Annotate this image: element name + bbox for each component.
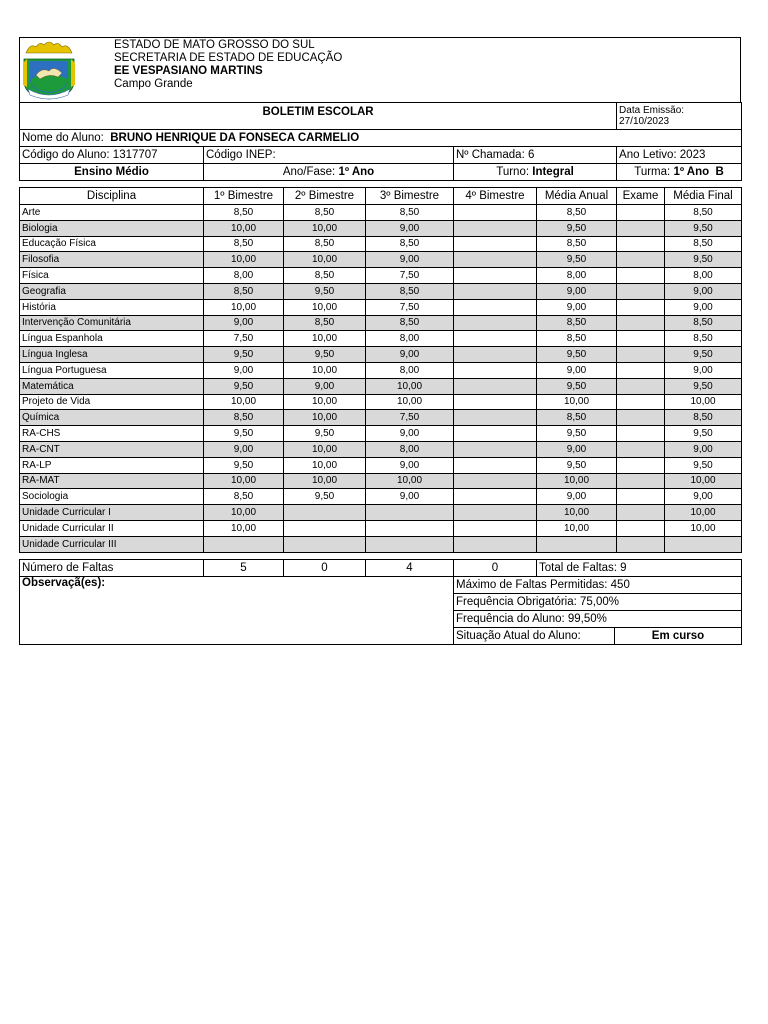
grade-cell: 8,50 bbox=[537, 315, 617, 331]
grade-row bbox=[20, 489, 742, 505]
grade-cell: 8,50 bbox=[665, 236, 742, 252]
grade-cell: 8,50 bbox=[366, 205, 454, 221]
subject-name: Unidade Curricular II bbox=[20, 520, 204, 536]
grade-cell: 9,00 bbox=[537, 362, 617, 378]
city-name: Campo Grande bbox=[114, 78, 193, 90]
grade-cell: 8,50 bbox=[665, 331, 742, 347]
grade-cell bbox=[454, 315, 537, 331]
grade-cell bbox=[454, 299, 537, 315]
grade-cell bbox=[617, 410, 665, 426]
grade-cell: 9,50 bbox=[537, 378, 617, 394]
grade-cell: 10,00 bbox=[284, 394, 366, 410]
absences-b3: 4 bbox=[366, 559, 454, 576]
grade-cell: 10,00 bbox=[665, 394, 742, 410]
secretariat-name: SECRETARIA DE ESTADO DE EDUCAÇÃO bbox=[114, 52, 343, 64]
class-group-value: 1º Ano B bbox=[673, 166, 724, 178]
state-coat-of-arms-icon bbox=[22, 39, 76, 101]
grade-cell bbox=[617, 536, 665, 552]
column-header: 1º Bimestre bbox=[204, 188, 284, 205]
grade-cell bbox=[366, 536, 454, 552]
grade-cell: 9,50 bbox=[537, 426, 617, 442]
grade-cell: 9,50 bbox=[537, 347, 617, 363]
grade-cell: 10,00 bbox=[284, 441, 366, 457]
grade-cell bbox=[454, 410, 537, 426]
grade-cell: 8,00 bbox=[366, 331, 454, 347]
grade-cell bbox=[617, 268, 665, 284]
grade-cell bbox=[617, 505, 665, 521]
grade-cell: 8,50 bbox=[537, 205, 617, 221]
grade-cell: 8,50 bbox=[204, 489, 284, 505]
grade-cell: 8,50 bbox=[665, 410, 742, 426]
report-title: BOLETIM ESCOLAR bbox=[20, 103, 617, 130]
grade-cell bbox=[617, 283, 665, 299]
grade-cell bbox=[617, 426, 665, 442]
emission-value: 27/10/2023 bbox=[619, 116, 670, 127]
grade-cell: 9,00 bbox=[204, 362, 284, 378]
grade-cell: 10,00 bbox=[204, 394, 284, 410]
grade-cell: 8,50 bbox=[537, 236, 617, 252]
grade-cell bbox=[366, 505, 454, 521]
grade-cell: 9,50 bbox=[204, 457, 284, 473]
shift-value: Integral bbox=[532, 166, 574, 178]
grade-cell: 9,50 bbox=[665, 378, 742, 394]
grade-row bbox=[20, 299, 742, 315]
column-header: 3º Bimestre bbox=[366, 188, 454, 205]
grade-row bbox=[20, 520, 742, 536]
grade-cell: 10,00 bbox=[284, 252, 366, 268]
info-table bbox=[19, 102, 742, 181]
grade-cell: 9,00 bbox=[665, 489, 742, 505]
emission-label: Data Emissão: bbox=[619, 105, 685, 116]
grade-cell: 10,00 bbox=[284, 410, 366, 426]
grade-cell bbox=[617, 378, 665, 394]
grade-cell: 9,50 bbox=[665, 457, 742, 473]
grade-row bbox=[20, 505, 742, 521]
subject-name: Intervenção Comunitária bbox=[20, 315, 204, 331]
grade-cell: 10,00 bbox=[284, 220, 366, 236]
absences-total: Total de Faltas: 9 bbox=[537, 559, 742, 576]
grade-cell bbox=[617, 394, 665, 410]
grade-cell bbox=[284, 520, 366, 536]
required-attendance: Frequência Obrigatória: 75,00% bbox=[454, 593, 742, 610]
grade-cell: 9,00 bbox=[537, 299, 617, 315]
student-name-label: Nome do Aluno: bbox=[22, 132, 104, 144]
grade-cell: 8,00 bbox=[366, 362, 454, 378]
grade-cell: 9,00 bbox=[366, 252, 454, 268]
grade-cell: 10,00 bbox=[204, 299, 284, 315]
subject-name: Unidade Curricular III bbox=[20, 536, 204, 552]
grade-cell: 9,50 bbox=[665, 347, 742, 363]
grade-cell: 9,00 bbox=[366, 489, 454, 505]
grade-cell: 9,00 bbox=[665, 299, 742, 315]
school-name: EE VESPASIANO MARTINS bbox=[114, 65, 263, 77]
subject-name: Física bbox=[20, 268, 204, 284]
grade-cell: 8,50 bbox=[537, 331, 617, 347]
grade-cell bbox=[617, 220, 665, 236]
grade-cell: 10,00 bbox=[284, 299, 366, 315]
grade-cell: 10,00 bbox=[204, 473, 284, 489]
absences-b1: 5 bbox=[204, 559, 284, 576]
grade-row bbox=[20, 331, 742, 347]
grade-cell bbox=[366, 520, 454, 536]
grade-cell bbox=[454, 505, 537, 521]
subject-name: Filosofia bbox=[20, 252, 204, 268]
grade-cell bbox=[454, 283, 537, 299]
grade-row bbox=[20, 378, 742, 394]
grade-cell: 8,50 bbox=[284, 268, 366, 284]
grade-cell: 9,00 bbox=[537, 441, 617, 457]
grade-cell bbox=[454, 220, 537, 236]
grade-cell: 10,00 bbox=[537, 520, 617, 536]
grade-cell: 9,00 bbox=[284, 378, 366, 394]
subject-name: Biologia bbox=[20, 220, 204, 236]
subject-name: Unidade Curricular I bbox=[20, 505, 204, 521]
grade-phase bbox=[204, 164, 454, 181]
grade-cell: 8,50 bbox=[204, 283, 284, 299]
summary-table bbox=[19, 559, 742, 645]
grade-cell bbox=[284, 505, 366, 521]
grade-cell: 10,00 bbox=[366, 378, 454, 394]
grade-row bbox=[20, 457, 742, 473]
grade-cell: 10,00 bbox=[204, 252, 284, 268]
state-name: ESTADO DE MATO GROSSO DO SUL bbox=[114, 39, 315, 51]
grade-cell bbox=[284, 536, 366, 552]
grade-cell: 9,00 bbox=[537, 489, 617, 505]
subject-name: RA-CNT bbox=[20, 441, 204, 457]
grade-phase-label: Ano/Fase: bbox=[282, 166, 336, 178]
absences-b4: 0 bbox=[454, 559, 537, 576]
student-name: BRUNO HENRIQUE DA FONSECA CARMELIO bbox=[110, 132, 360, 144]
grade-cell bbox=[617, 473, 665, 489]
grade-cell: 10,00 bbox=[366, 394, 454, 410]
subject-name: História bbox=[20, 299, 204, 315]
header bbox=[19, 37, 741, 102]
report-card bbox=[19, 37, 741, 645]
grade-cell bbox=[454, 441, 537, 457]
grade-cell: 9,00 bbox=[665, 283, 742, 299]
grade-cell: 8,50 bbox=[204, 236, 284, 252]
grade-cell bbox=[617, 441, 665, 457]
subject-name: Língua Espanhola bbox=[20, 331, 204, 347]
grade-cell: 9,00 bbox=[537, 283, 617, 299]
grade-phase-value: 1º Ano bbox=[338, 166, 375, 178]
grade-cell bbox=[617, 299, 665, 315]
grade-row bbox=[20, 205, 742, 221]
column-header: 2º Bimestre bbox=[284, 188, 366, 205]
grade-cell: 10,00 bbox=[284, 362, 366, 378]
grade-cell: 9,00 bbox=[366, 426, 454, 442]
grade-cell bbox=[617, 252, 665, 268]
grade-row bbox=[20, 315, 742, 331]
grade-cell: 8,00 bbox=[665, 268, 742, 284]
grade-cell: 8,00 bbox=[366, 441, 454, 457]
grade-cell: 9,50 bbox=[665, 220, 742, 236]
grade-cell: 8,50 bbox=[284, 236, 366, 252]
max-absences: Máximo de Faltas Permitidas: 450 bbox=[454, 576, 742, 593]
grade-row bbox=[20, 473, 742, 489]
grade-cell: 9,50 bbox=[204, 378, 284, 394]
grade-cell: 9,50 bbox=[204, 347, 284, 363]
emission-date bbox=[617, 103, 742, 130]
grade-cell bbox=[617, 347, 665, 363]
grade-cell: 10,00 bbox=[204, 220, 284, 236]
grade-cell: 8,50 bbox=[284, 315, 366, 331]
grade-row bbox=[20, 268, 742, 284]
grade-cell: 9,00 bbox=[204, 315, 284, 331]
grade-cell: 9,50 bbox=[537, 220, 617, 236]
subject-name: Matemática bbox=[20, 378, 204, 394]
grade-cell: 8,00 bbox=[204, 268, 284, 284]
grade-cell: 10,00 bbox=[665, 505, 742, 521]
grade-cell bbox=[454, 536, 537, 552]
grade-cell: 8,50 bbox=[665, 205, 742, 221]
subject-name: Língua Portuguesa bbox=[20, 362, 204, 378]
grade-cell: 8,50 bbox=[537, 410, 617, 426]
grade-cell: 9,50 bbox=[284, 489, 366, 505]
grade-cell bbox=[454, 205, 537, 221]
grade-cell bbox=[454, 520, 537, 536]
grade-cell: 9,00 bbox=[366, 347, 454, 363]
grade-cell bbox=[617, 457, 665, 473]
grade-cell: 7,50 bbox=[366, 268, 454, 284]
chamada-number: Nº Chamada: 6 bbox=[454, 147, 617, 164]
grade-cell: 10,00 bbox=[537, 394, 617, 410]
grade-cell bbox=[454, 378, 537, 394]
inep-code: Código INEP: bbox=[204, 147, 454, 164]
grade-cell: 7,50 bbox=[204, 331, 284, 347]
column-header: Média Final bbox=[665, 188, 742, 205]
grade-cell: 9,00 bbox=[366, 220, 454, 236]
grade-cell: 10,00 bbox=[665, 473, 742, 489]
grade-cell bbox=[454, 457, 537, 473]
grades-body bbox=[20, 205, 742, 553]
grade-cell bbox=[617, 520, 665, 536]
grade-cell bbox=[454, 362, 537, 378]
grade-cell bbox=[204, 536, 284, 552]
subject-name: Projeto de Vida bbox=[20, 394, 204, 410]
grade-cell: 9,50 bbox=[284, 426, 366, 442]
grade-cell: 8,50 bbox=[204, 410, 284, 426]
subject-name: Língua Inglesa bbox=[20, 347, 204, 363]
class-group bbox=[617, 164, 742, 181]
grade-cell bbox=[454, 473, 537, 489]
grade-row bbox=[20, 220, 742, 236]
grade-cell bbox=[537, 536, 617, 552]
grade-cell: 10,00 bbox=[366, 473, 454, 489]
grade-cell: 9,50 bbox=[204, 426, 284, 442]
grade-cell: 9,00 bbox=[204, 441, 284, 457]
grade-cell bbox=[454, 331, 537, 347]
grade-cell: 8,50 bbox=[366, 283, 454, 299]
grade-cell: 10,00 bbox=[204, 520, 284, 536]
grade-cell: 10,00 bbox=[284, 331, 366, 347]
grade-cell bbox=[454, 394, 537, 410]
grade-row bbox=[20, 347, 742, 363]
subject-name: Arte bbox=[20, 205, 204, 221]
grade-cell: 9,50 bbox=[537, 457, 617, 473]
grade-cell bbox=[617, 489, 665, 505]
grade-cell: 10,00 bbox=[204, 505, 284, 521]
grade-cell: 10,00 bbox=[284, 457, 366, 473]
column-header: Média Anual bbox=[537, 188, 617, 205]
grade-cell bbox=[617, 315, 665, 331]
grade-cell: 9,50 bbox=[537, 252, 617, 268]
grade-cell: 8,50 bbox=[204, 205, 284, 221]
column-header: Disciplina bbox=[20, 188, 204, 205]
column-header: Exame bbox=[617, 188, 665, 205]
grade-cell: 10,00 bbox=[537, 505, 617, 521]
grade-cell: 7,50 bbox=[366, 410, 454, 426]
status-value: Em curso bbox=[615, 627, 742, 644]
grade-cell: 8,50 bbox=[366, 236, 454, 252]
grade-row bbox=[20, 362, 742, 378]
grade-cell bbox=[617, 236, 665, 252]
grades-header-row bbox=[20, 188, 742, 205]
grade-cell: 8,50 bbox=[665, 315, 742, 331]
grade-cell: 9,50 bbox=[284, 283, 366, 299]
grade-cell: 9,50 bbox=[284, 347, 366, 363]
subject-name: RA-LP bbox=[20, 457, 204, 473]
status-label: Situação Atual do Aluno: bbox=[454, 627, 615, 644]
subject-name: Educação Física bbox=[20, 236, 204, 252]
grade-cell: 7,50 bbox=[366, 299, 454, 315]
grades-table bbox=[19, 187, 742, 553]
grade-cell: 10,00 bbox=[284, 473, 366, 489]
grade-cell: 9,50 bbox=[665, 252, 742, 268]
grade-cell: 8,50 bbox=[284, 205, 366, 221]
student-attendance: Frequência do Aluno: 99,50% bbox=[454, 610, 742, 627]
column-header: 4º Bimestre bbox=[454, 188, 537, 205]
grade-cell bbox=[454, 489, 537, 505]
subject-name: RA-CHS bbox=[20, 426, 204, 442]
subject-name: Geografia bbox=[20, 283, 204, 299]
grade-row bbox=[20, 252, 742, 268]
education-level: Ensino Médio bbox=[20, 164, 204, 181]
subject-name: Química bbox=[20, 410, 204, 426]
grade-cell bbox=[454, 347, 537, 363]
grade-cell bbox=[454, 252, 537, 268]
grade-cell bbox=[617, 205, 665, 221]
shift bbox=[454, 164, 617, 181]
grade-cell: 9,00 bbox=[665, 441, 742, 457]
grade-cell: 9,00 bbox=[665, 362, 742, 378]
grade-cell bbox=[617, 331, 665, 347]
grade-cell: 10,00 bbox=[665, 520, 742, 536]
student-name-row bbox=[20, 130, 742, 147]
grade-row bbox=[20, 441, 742, 457]
grade-cell bbox=[454, 236, 537, 252]
grade-row bbox=[20, 283, 742, 299]
subject-name: RA-MAT bbox=[20, 473, 204, 489]
grade-row bbox=[20, 536, 742, 552]
grade-cell: 9,50 bbox=[665, 426, 742, 442]
grade-cell: 10,00 bbox=[537, 473, 617, 489]
student-code: Código do Aluno: 1317707 bbox=[20, 147, 204, 164]
school-year: Ano Letivo: 2023 bbox=[617, 147, 742, 164]
grade-cell: 8,50 bbox=[366, 315, 454, 331]
subject-name: Sociologia bbox=[20, 489, 204, 505]
grade-row bbox=[20, 410, 742, 426]
observations: Observaçã(es): bbox=[20, 576, 454, 644]
grade-cell: 9,00 bbox=[366, 457, 454, 473]
grade-cell bbox=[617, 362, 665, 378]
grade-cell bbox=[454, 268, 537, 284]
grade-cell bbox=[665, 536, 742, 552]
grade-row bbox=[20, 236, 742, 252]
absences-b2: 0 bbox=[284, 559, 366, 576]
shift-label: Turno: bbox=[496, 166, 530, 178]
absences-label: Número de Faltas bbox=[20, 559, 204, 576]
grade-row bbox=[20, 394, 742, 410]
grade-cell: 8,00 bbox=[537, 268, 617, 284]
class-group-label: Turma: bbox=[634, 166, 671, 178]
grade-row bbox=[20, 426, 742, 442]
grade-cell bbox=[454, 426, 537, 442]
